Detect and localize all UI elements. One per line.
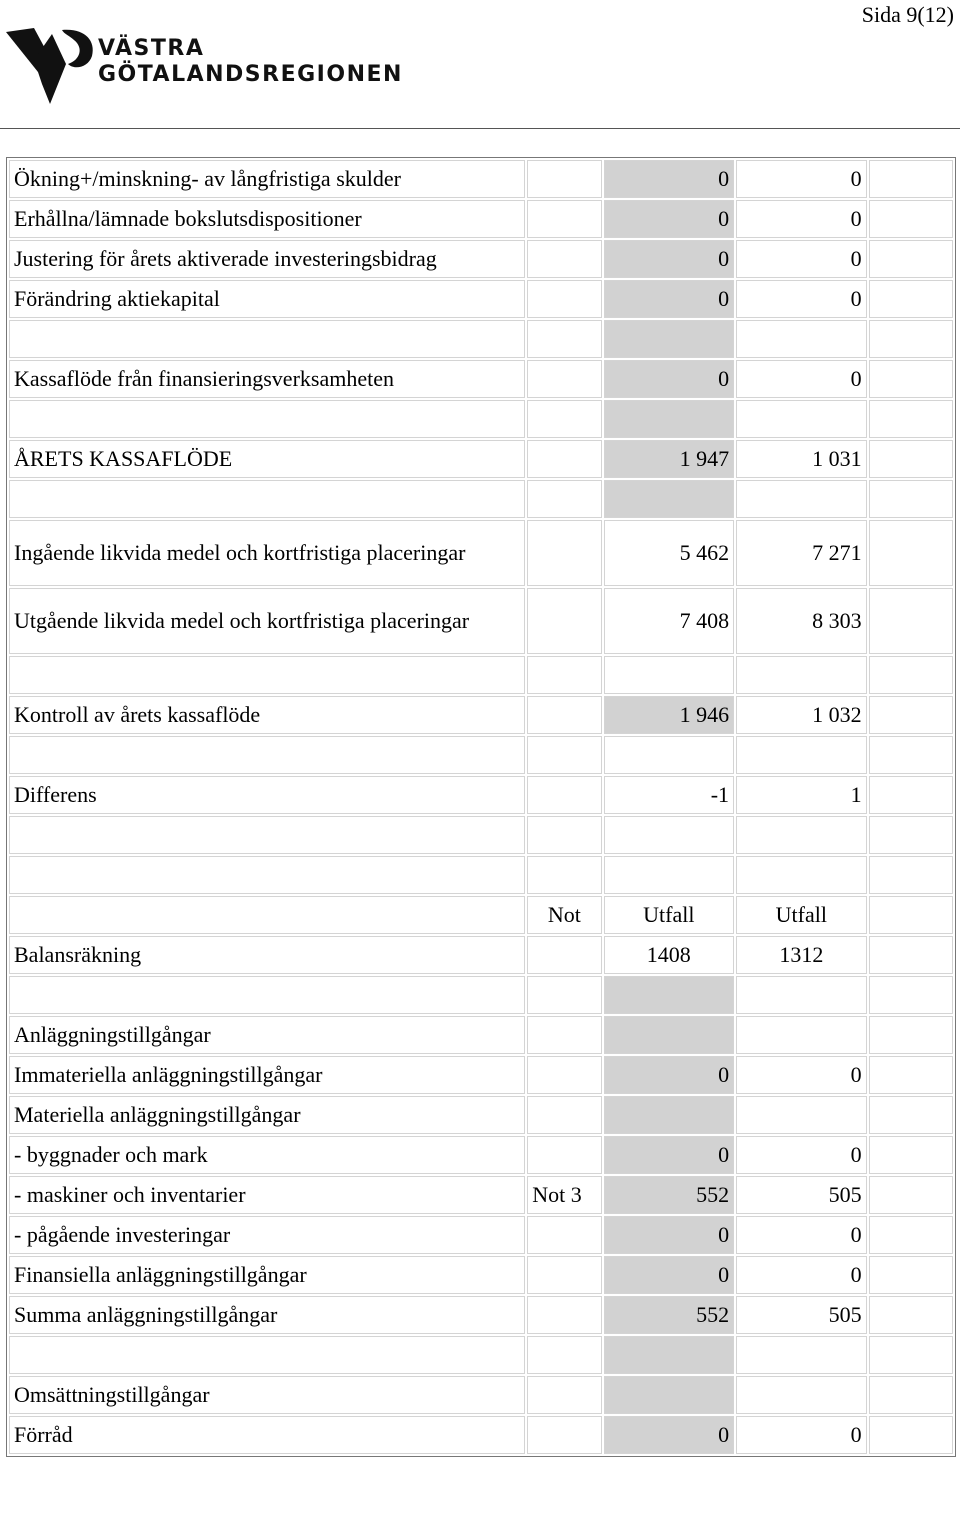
row-value-2: 0	[736, 240, 867, 278]
row-value-2	[736, 400, 867, 438]
row-label	[9, 896, 525, 934]
row-empty	[869, 936, 953, 974]
row-value-2	[736, 480, 867, 518]
row-value-2: 0	[736, 1216, 867, 1254]
row-value-1: 0	[604, 200, 735, 238]
row-empty	[869, 1216, 953, 1254]
row-label: - pågående investeringar	[9, 1216, 525, 1254]
row-note	[527, 588, 601, 654]
row-value-2	[736, 1376, 867, 1414]
table-row	[9, 1296, 953, 1334]
row-label: ÅRETS KASSAFLÖDE	[9, 440, 525, 478]
row-value-2: 505	[736, 1176, 867, 1214]
row-value-1: 7 408	[604, 588, 735, 654]
row-note	[527, 360, 601, 398]
row-value-2	[736, 320, 867, 358]
row-value-1: 1 947	[604, 440, 735, 478]
row-note	[527, 200, 601, 238]
header-divider	[0, 128, 960, 129]
row-empty	[869, 656, 953, 694]
row-value-1: 0	[604, 1216, 735, 1254]
row-label	[9, 1336, 525, 1374]
row-label: Justering för årets aktiverade investeringsbidrag	[9, 240, 525, 278]
row-empty	[869, 240, 953, 278]
row-note	[527, 816, 601, 854]
row-value-1: 1408	[604, 936, 735, 974]
row-value-1: 0	[604, 240, 735, 278]
row-value-1	[604, 856, 735, 894]
row-label: Förråd	[9, 1416, 525, 1454]
row-value-2	[736, 856, 867, 894]
table-row	[9, 1056, 953, 1094]
table-row	[9, 240, 953, 278]
row-note	[527, 280, 601, 318]
row-label: Balansräkning	[9, 936, 525, 974]
row-label	[9, 656, 525, 694]
row-label: - maskiner och inventarier	[9, 1176, 525, 1214]
table-row	[9, 440, 953, 478]
row-empty	[869, 776, 953, 814]
row-label: - byggnader och mark	[9, 1136, 525, 1174]
row-value-1: 0	[604, 1136, 735, 1174]
page-number: Sida 9(12)	[861, 2, 954, 27]
row-value-1	[604, 656, 735, 694]
row-value-1: 5 462	[604, 520, 735, 586]
row-value-2: 505	[736, 1296, 867, 1334]
table-row-empty	[9, 1336, 953, 1374]
row-value-1: 1 946	[604, 696, 735, 734]
row-note	[527, 1216, 601, 1254]
row-value-2: 1 032	[736, 696, 867, 734]
row-empty	[869, 896, 953, 934]
table-row-empty	[9, 976, 953, 1014]
table-row	[9, 1416, 953, 1454]
row-label: Immateriella anläggningstillgångar	[9, 1056, 525, 1094]
row-empty	[869, 1056, 953, 1094]
row-value-1: -1	[604, 776, 735, 814]
row-empty	[869, 856, 953, 894]
row-value-2	[736, 816, 867, 854]
row-label: Ökning+/minskning- av långfristiga skulder	[9, 160, 525, 198]
logo-line-1: VÄSTRA	[98, 36, 205, 61]
row-note	[527, 440, 601, 478]
table-row-empty	[9, 400, 953, 438]
row-value-1: 0	[604, 1056, 735, 1094]
row-label	[9, 736, 525, 774]
row-value-1	[604, 480, 735, 518]
vgr-logo	[4, 24, 403, 108]
row-label: Ingående likvida medel och kortfristiga placeringar	[9, 520, 525, 586]
row-empty	[869, 1336, 953, 1374]
row-note	[527, 1336, 601, 1374]
table-row	[9, 588, 953, 654]
table-row-empty	[9, 736, 953, 774]
row-empty	[869, 1016, 953, 1054]
row-value-1: 0	[604, 1256, 735, 1294]
row-value-1	[604, 1096, 735, 1134]
row-label: Omsättningstillgångar	[9, 1376, 525, 1414]
row-value-1: 0	[604, 360, 735, 398]
row-value-1	[604, 1376, 735, 1414]
row-empty	[869, 1256, 953, 1294]
row-note	[527, 856, 601, 894]
row-value-2: 0	[736, 360, 867, 398]
row-value-1	[604, 1016, 735, 1054]
row-note	[527, 1016, 601, 1054]
table-row	[9, 696, 953, 734]
row-empty	[869, 1376, 953, 1414]
row-value-2: 7 271	[736, 520, 867, 586]
row-value-1	[604, 320, 735, 358]
row-empty	[869, 360, 953, 398]
row-value-2: 0	[736, 1136, 867, 1174]
table-row-empty	[9, 816, 953, 854]
row-value-2: 0	[736, 160, 867, 198]
row-note	[527, 320, 601, 358]
table-row	[9, 360, 953, 398]
row-label: Differens	[9, 776, 525, 814]
row-empty	[869, 320, 953, 358]
row-note	[527, 1136, 601, 1174]
row-value-2: 1312	[736, 936, 867, 974]
column-header-not: Not	[527, 896, 601, 934]
row-label: Finansiella anläggningstillgångar	[9, 1256, 525, 1294]
row-note	[527, 936, 601, 974]
table-row	[9, 200, 953, 238]
table-row-empty	[9, 856, 953, 894]
row-note	[527, 520, 601, 586]
row-note	[527, 656, 601, 694]
table-row-empty	[9, 480, 953, 518]
table-row-empty	[9, 656, 953, 694]
row-note	[527, 1096, 601, 1134]
vgr-logo-icon	[4, 24, 100, 108]
row-label: Förändring aktiekapital	[9, 280, 525, 318]
row-label	[9, 816, 525, 854]
table-row	[9, 520, 953, 586]
row-value-1: 552	[604, 1176, 735, 1214]
row-note	[527, 1256, 601, 1294]
row-empty	[869, 1136, 953, 1174]
row-value-2: 0	[736, 1056, 867, 1094]
column-header-row	[9, 896, 953, 934]
row-note	[527, 400, 601, 438]
table-row	[9, 280, 953, 318]
table-row	[9, 1256, 953, 1294]
row-label	[9, 320, 525, 358]
row-label: Materiella anläggningstillgångar	[9, 1096, 525, 1134]
row-empty	[869, 736, 953, 774]
row-empty	[869, 1096, 953, 1134]
row-value-1	[604, 1336, 735, 1374]
row-label: Anläggningstillgångar	[9, 1016, 525, 1054]
row-empty	[869, 520, 953, 586]
report-table	[6, 157, 956, 1457]
logo-line-2: GÖTALANDSREGIONEN	[98, 62, 403, 87]
table-row	[9, 936, 953, 974]
row-note	[527, 480, 601, 518]
row-empty	[869, 200, 953, 238]
row-label: Erhållna/lämnade bokslutsdispositioner	[9, 200, 525, 238]
row-empty	[869, 976, 953, 1014]
table-row	[9, 1016, 953, 1054]
row-empty	[869, 480, 953, 518]
table-row-empty	[9, 320, 953, 358]
row-value-1	[604, 976, 735, 1014]
logo-text	[98, 36, 403, 88]
row-note	[527, 160, 601, 198]
row-empty	[869, 280, 953, 318]
table-row	[9, 1176, 953, 1214]
row-empty	[869, 1176, 953, 1214]
row-empty	[869, 816, 953, 854]
row-note	[527, 1416, 601, 1454]
row-value-2: 0	[736, 1256, 867, 1294]
row-value-2	[736, 736, 867, 774]
row-value-1: 0	[604, 160, 735, 198]
row-note	[527, 1056, 601, 1094]
row-note	[527, 736, 601, 774]
row-label	[9, 400, 525, 438]
row-value-2	[736, 976, 867, 1014]
row-empty	[869, 1416, 953, 1454]
row-note: Not 3	[527, 1176, 601, 1214]
row-note	[527, 240, 601, 278]
column-header-utfall-2: Utfall	[736, 896, 867, 934]
row-value-2	[736, 1016, 867, 1054]
row-value-1	[604, 816, 735, 854]
table-row	[9, 776, 953, 814]
table-row	[9, 1376, 953, 1414]
table-row	[9, 1216, 953, 1254]
row-label	[9, 480, 525, 518]
row-value-1: 0	[604, 1416, 735, 1454]
row-value-2: 0	[736, 200, 867, 238]
row-note	[527, 976, 601, 1014]
row-note	[527, 1296, 601, 1334]
row-label: Kassaflöde från finansieringsverksamheten	[9, 360, 525, 398]
row-value-2: 0	[736, 1416, 867, 1454]
row-empty	[869, 1296, 953, 1334]
row-value-2: 8 303	[736, 588, 867, 654]
column-header-utfall-1: Utfall	[604, 896, 735, 934]
table-row	[9, 1096, 953, 1134]
row-empty	[869, 696, 953, 734]
row-note	[527, 696, 601, 734]
row-empty	[869, 588, 953, 654]
row-value-1: 0	[604, 280, 735, 318]
table-row	[9, 160, 953, 198]
row-empty	[869, 400, 953, 438]
row-value-1	[604, 736, 735, 774]
row-label: Utgående likvida medel och kortfristiga placeringar	[9, 588, 525, 654]
row-value-2: 0	[736, 280, 867, 318]
row-value-2: 1 031	[736, 440, 867, 478]
row-empty	[869, 160, 953, 198]
row-label: Kontroll av årets kassaflöde	[9, 696, 525, 734]
row-note	[527, 776, 601, 814]
row-value-2	[736, 1096, 867, 1134]
row-note	[527, 1376, 601, 1414]
row-value-2	[736, 656, 867, 694]
row-label: Summa anläggningstillgångar	[9, 1296, 525, 1334]
row-value-1	[604, 400, 735, 438]
row-empty	[869, 440, 953, 478]
row-label	[9, 976, 525, 1014]
row-value-1: 552	[604, 1296, 735, 1334]
row-value-2	[736, 1336, 867, 1374]
row-label	[9, 856, 525, 894]
table-row	[9, 1136, 953, 1174]
row-value-2: 1	[736, 776, 867, 814]
